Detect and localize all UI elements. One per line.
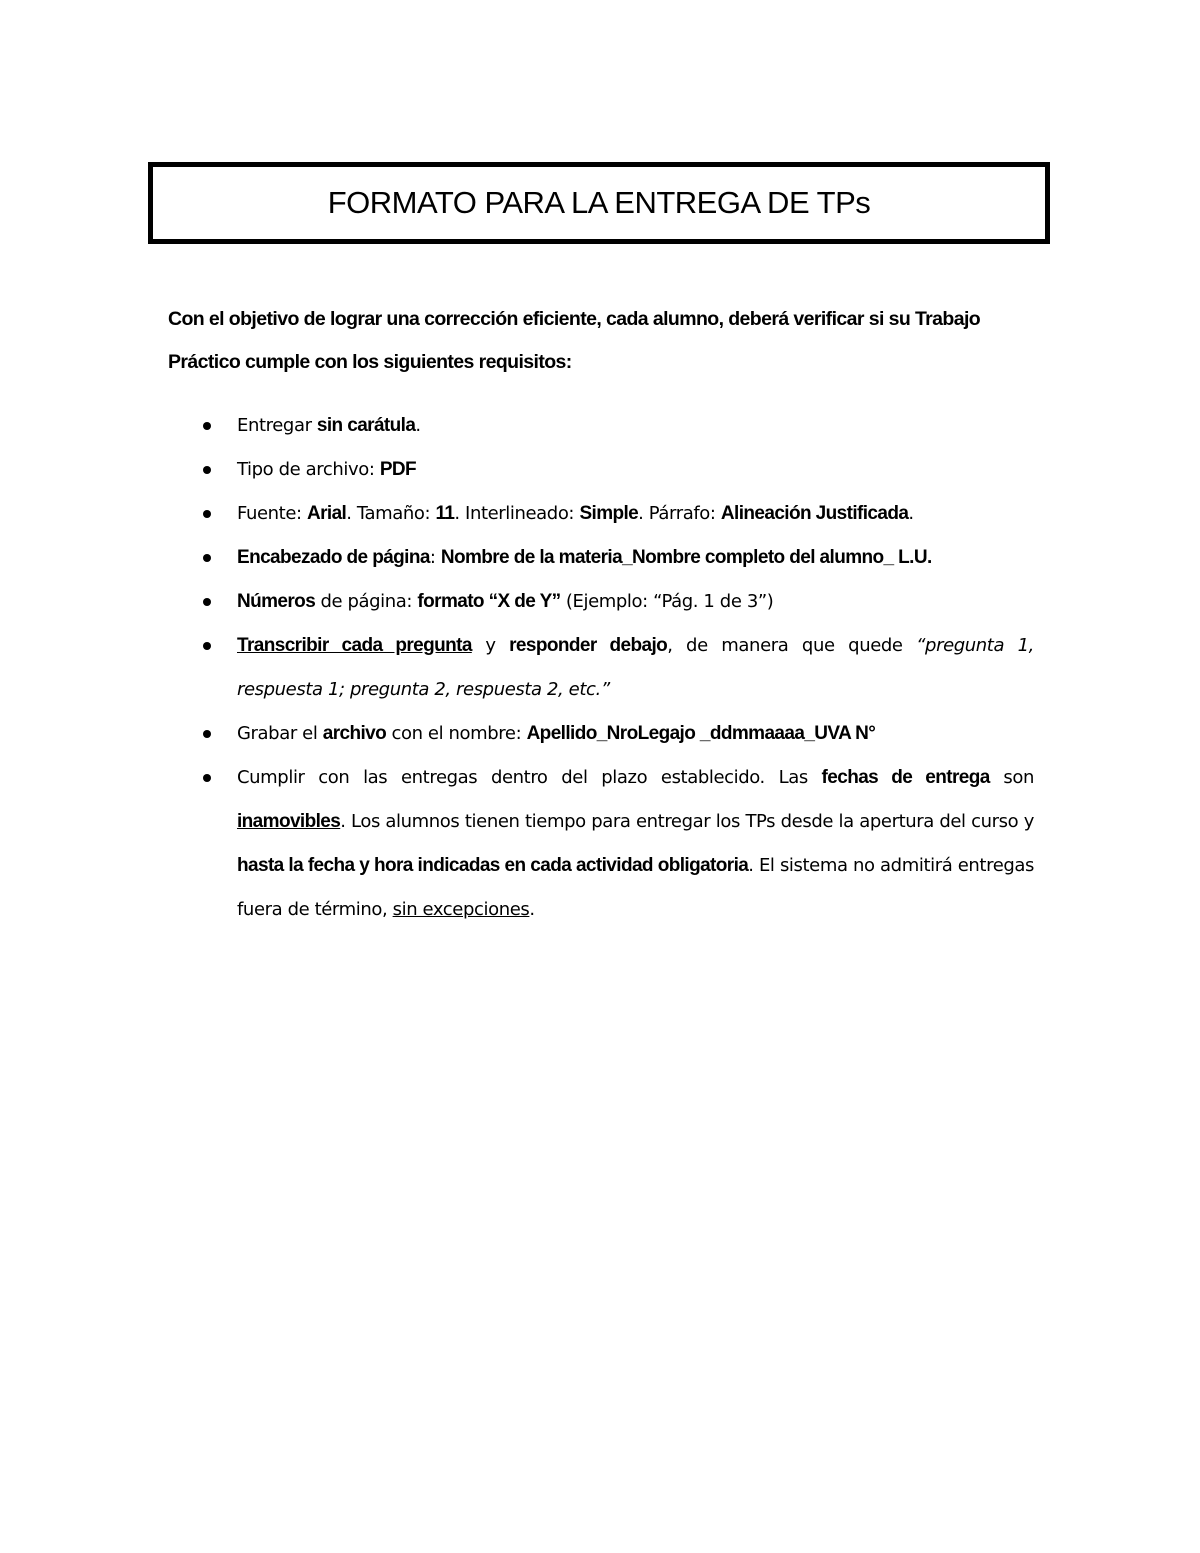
requirement-emphasis: Nombre de la materia_Nombre completo del alumno_ L.U. bbox=[440, 547, 932, 568]
requirement-item-transcribe bbox=[200, 624, 1034, 712]
requirement-emphasis: Arial bbox=[306, 503, 347, 524]
requirement-text: . Tamaño: bbox=[346, 503, 436, 524]
requirement-emphasis: fechas de entrega bbox=[821, 767, 990, 788]
bullet-icon bbox=[203, 730, 211, 738]
bullet-icon bbox=[203, 774, 211, 782]
requirement-emphasis: Simple bbox=[579, 503, 639, 524]
requirement-emphasis: hasta la fecha y hora indicadas en cada actividad obligatoria bbox=[237, 855, 749, 876]
requirement-emphasis: archivo bbox=[322, 723, 387, 744]
requirement-item-deadlines bbox=[200, 756, 1034, 932]
bullet-icon bbox=[203, 422, 211, 430]
requirement-text: Entregar bbox=[237, 415, 317, 436]
requirement-item-no-cover bbox=[200, 404, 1034, 448]
requirement-text: . Párrafo: bbox=[638, 503, 721, 524]
requirement-text: Tipo de archivo: bbox=[237, 459, 380, 480]
requirement-item-file-name bbox=[200, 712, 1034, 756]
requirement-text: de página: bbox=[315, 591, 418, 612]
requirement-emphasis: sin carátula bbox=[316, 415, 416, 436]
requirement-text: : bbox=[429, 547, 441, 568]
bullet-icon bbox=[203, 510, 211, 518]
requirement-example: “pregunta 1, respuesta 1; pregunta 2, respuesta 2, etc.” bbox=[237, 635, 1034, 700]
bullet-icon bbox=[203, 466, 211, 474]
requirement-text: . bbox=[908, 503, 914, 524]
requirement-text: . bbox=[529, 899, 535, 920]
requirement-emphasis: Números bbox=[237, 591, 316, 612]
requirements-list bbox=[200, 404, 1034, 932]
requirement-text: . Los alumnos tienen tiempo para entregar los TPs desde la apertura del curso y bbox=[340, 811, 1034, 832]
requirement-emphasis: Encabezado de página bbox=[237, 547, 430, 568]
requirement-emphasis: 11 bbox=[435, 503, 455, 524]
requirement-text: . bbox=[415, 415, 421, 436]
requirement-emphasis: inamovibles bbox=[237, 811, 341, 832]
requirement-text: (Ejemplo: “Pág. 1 de 3”) bbox=[560, 591, 774, 612]
requirement-item-file-type bbox=[200, 448, 1034, 492]
requirement-emphasis: PDF bbox=[379, 459, 417, 480]
requirement-text: Cumplir con las entregas dentro del plazo establecido. Las bbox=[237, 767, 822, 788]
bullet-icon bbox=[203, 598, 211, 606]
requirement-emphasis: Transcribir cada pregunta bbox=[237, 635, 472, 656]
requirement-underlined: sin excepciones bbox=[392, 899, 530, 920]
requirement-emphasis: responder debajo bbox=[509, 635, 668, 656]
requirement-item-header bbox=[200, 536, 1034, 580]
requirement-emphasis: Apellido_NroLegajo _ddmmaaaa_UVA N° bbox=[526, 723, 876, 744]
requirement-text: , de manera que quede bbox=[667, 635, 917, 656]
intro-paragraph: Con el objetivo de lograr una corrección eficiente, cada alumno, deberá verificar si su Trabajo Práctico cumple con los siguientes requisitos: bbox=[168, 307, 981, 373]
document-title: FORMATO PARA LA ENTREGA DE TPs bbox=[327, 185, 871, 220]
requirement-text: y bbox=[471, 635, 510, 656]
requirement-text: son bbox=[989, 767, 1034, 788]
requirement-text: . Interlineado: bbox=[454, 503, 580, 524]
bullet-icon bbox=[203, 554, 211, 562]
requirement-item-font bbox=[200, 492, 1034, 536]
requirement-emphasis: Alineación Justificada bbox=[720, 503, 909, 524]
bullet-icon bbox=[203, 642, 211, 650]
requirement-text: Grabar el bbox=[237, 723, 323, 744]
requirement-text: con el nombre: bbox=[386, 723, 527, 744]
requirement-text: . El sistema no admitirá entregas fuera de término, bbox=[237, 855, 1034, 920]
requirement-item-page-numbers bbox=[200, 580, 1034, 624]
requirement-emphasis: formato “X de Y” bbox=[417, 591, 561, 612]
requirement-text: Fuente: bbox=[237, 503, 307, 524]
title-box bbox=[148, 162, 1050, 244]
